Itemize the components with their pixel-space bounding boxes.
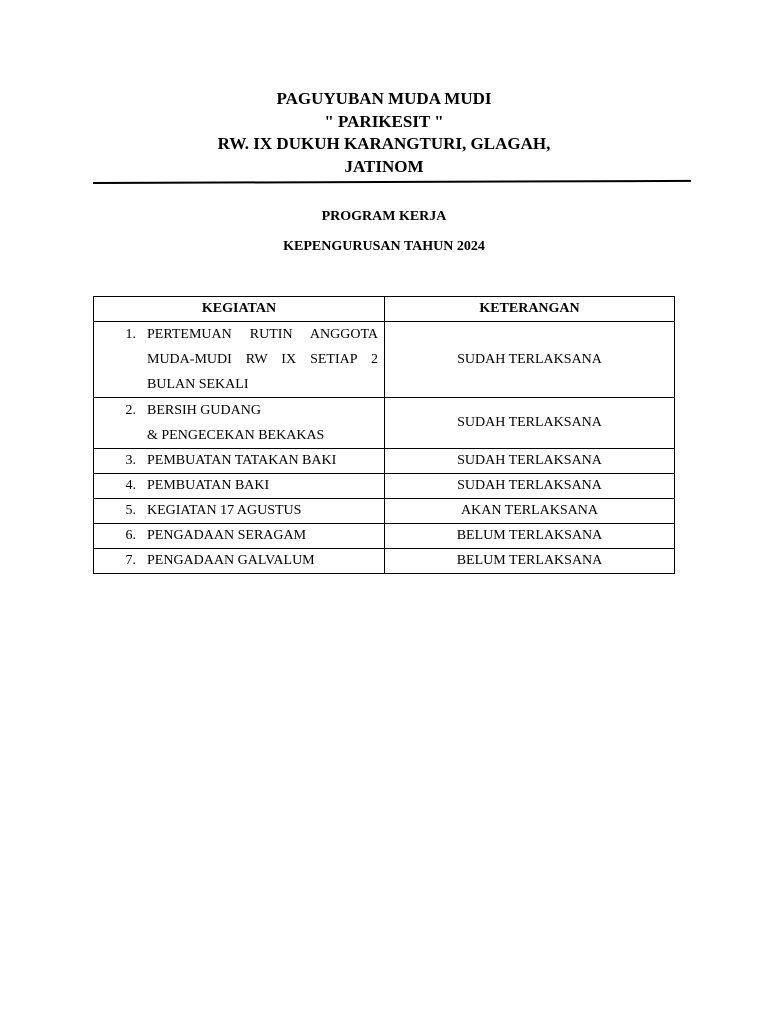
item-number: 7. — [125, 553, 136, 568]
table-row — [94, 524, 675, 549]
organization-name: PAGUYUBAN MUDA MUDI — [276, 89, 492, 108]
activity-line: BERSIH GUDANG — [147, 403, 261, 418]
status-cell: SUDAH TERLAKSANA — [385, 322, 675, 398]
status-cell: SUDAH TERLAKSANA — [385, 474, 675, 499]
table-row — [94, 474, 675, 499]
column-header-keterangan: KETERANGAN — [385, 297, 675, 322]
activity-line: KEGIATAN 17 AGUSTUS — [147, 503, 302, 518]
item-number: 5. — [125, 503, 136, 518]
activity-line: PENGADAAN GALVALUM — [147, 553, 315, 568]
item-number: 2. — [125, 403, 136, 418]
status-cell: BELUM TERLAKSANA — [385, 524, 675, 549]
item-number: 3. — [125, 453, 136, 468]
activity-line: & PENGECEKAN BEKAKAS — [147, 428, 325, 443]
organization-alias: " PARIKESIT " — [324, 111, 444, 131]
activity-line: PERTEMUAN RUTIN ANGGOTA — [147, 327, 378, 342]
item-number: 6. — [125, 528, 136, 543]
table-row — [94, 449, 675, 474]
program-table — [93, 296, 675, 574]
column-header-kegiatan: KEGIATAN — [94, 297, 385, 322]
table-row — [94, 549, 675, 574]
item-number: 4. — [125, 478, 136, 493]
activity-line: PEMBUATAN TATAKAN BAKI — [147, 453, 337, 468]
activity-cell — [94, 549, 385, 574]
activity-line: PEMBUATAN BAKI — [147, 478, 270, 493]
activity-cell — [94, 398, 385, 449]
activity-line: BULAN SEKALI — [147, 377, 249, 392]
document-header — [0, 88, 768, 178]
activity-cell — [94, 524, 385, 549]
table-row — [94, 322, 675, 398]
header-divider — [93, 180, 691, 184]
activity-cell — [94, 449, 385, 474]
status-cell: SUDAH TERLAKSANA — [385, 398, 675, 449]
organization-address: RW. IX DUKUH KARANGTURI, GLAGAH, — [217, 134, 551, 153]
activity-line: MUDA-MUDI RW IX SETIAP 2 — [147, 352, 378, 367]
status-cell: BELUM TERLAKSANA — [385, 549, 675, 574]
organization-city: JATINOM — [344, 156, 424, 176]
activity-line: PENGADAAN SERAGAM — [147, 528, 307, 543]
activity-cell — [94, 322, 385, 398]
table-row — [94, 398, 675, 449]
table-row — [94, 499, 675, 524]
activity-cell — [94, 499, 385, 524]
item-number: 1. — [125, 327, 136, 342]
activity-cell — [94, 474, 385, 499]
document-title: PROGRAM KERJA — [321, 209, 447, 224]
table-header-row — [94, 297, 675, 322]
document-subtitle: KEPENGURUSAN TAHUN 2024 — [283, 239, 485, 254]
status-cell: SUDAH TERLAKSANA — [385, 449, 675, 474]
status-cell: AKAN TERLAKSANA — [385, 499, 675, 524]
